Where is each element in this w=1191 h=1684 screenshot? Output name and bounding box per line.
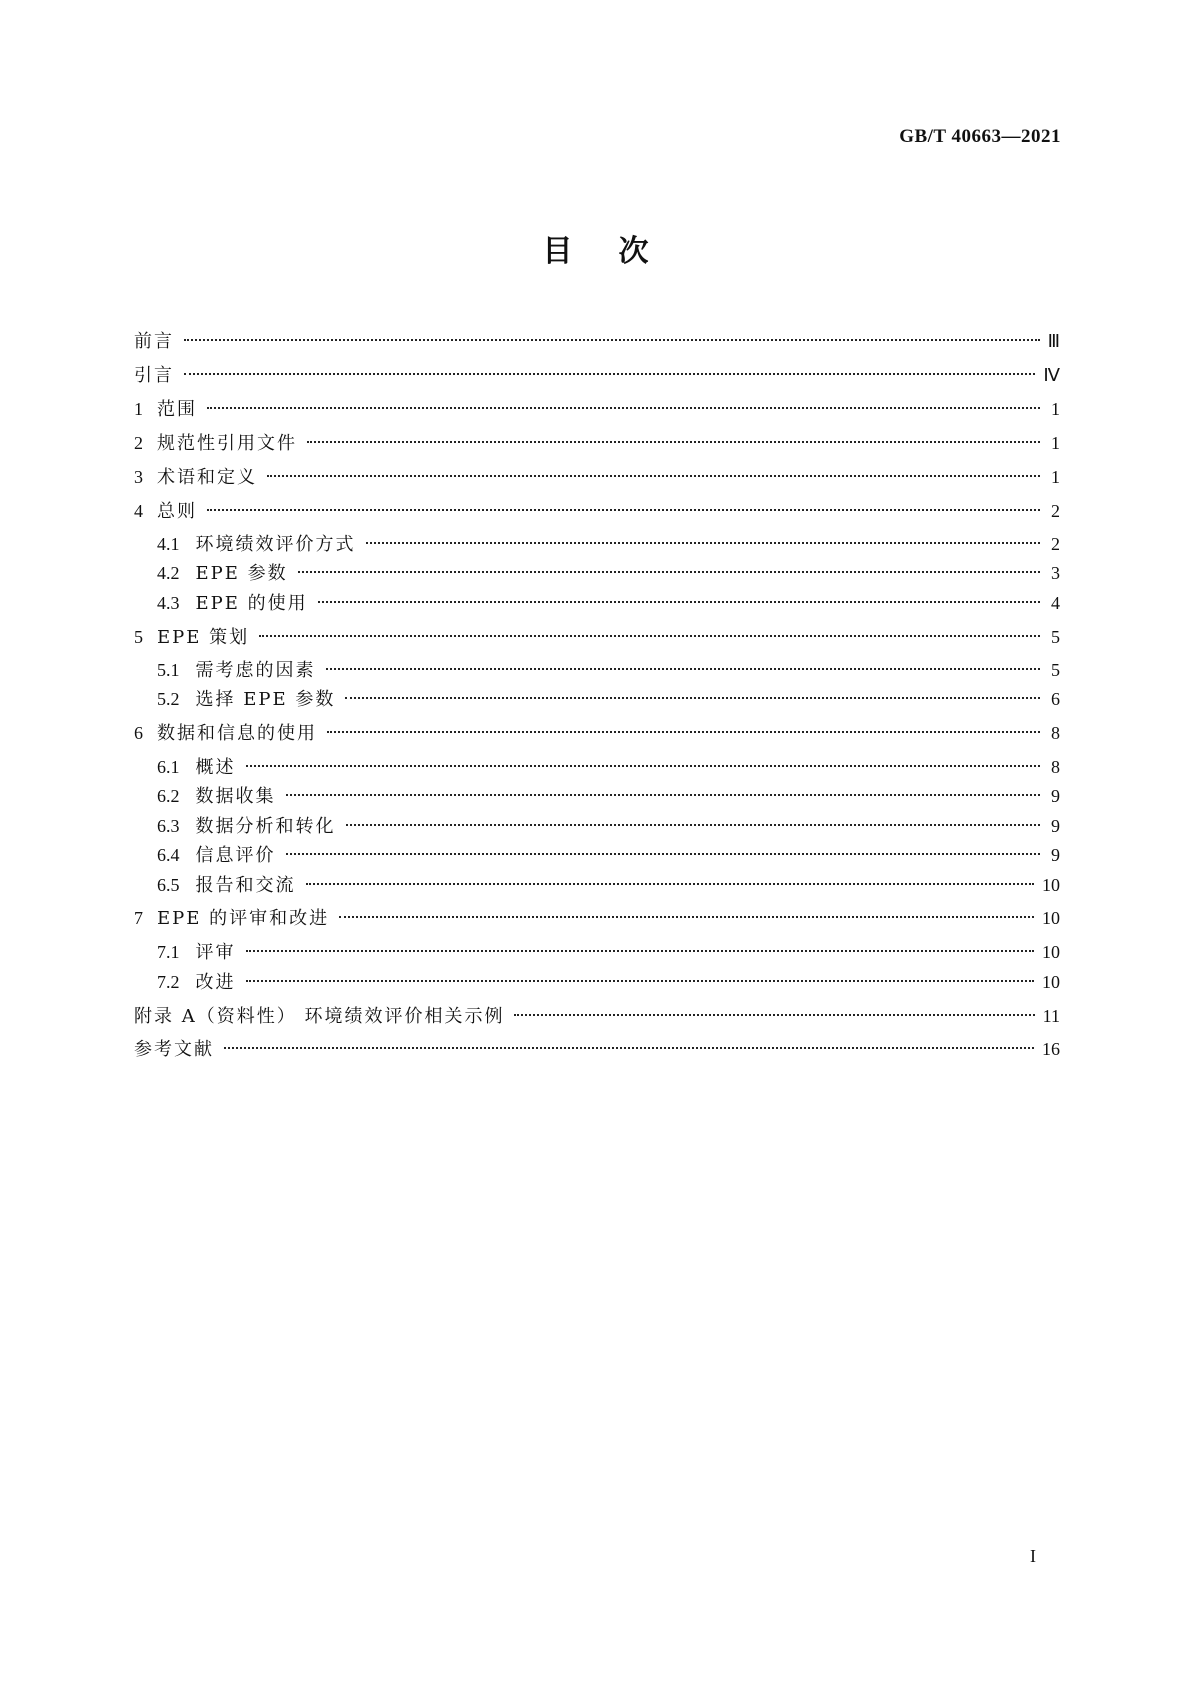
- toc-leader-dots: [326, 664, 1041, 670]
- toc-entry-label: 改进: [195, 972, 236, 993]
- toc-entry[interactable]: [134, 813, 1060, 839]
- toc-entry-label: 附录 A（资料性） 环境绩效评价相关示例: [134, 1006, 505, 1027]
- toc-entry-label: 报告和交流: [195, 875, 296, 896]
- toc-entry[interactable]: [134, 686, 1060, 712]
- page-number: I: [1030, 1546, 1036, 1566]
- toc-leader-dots: [246, 976, 1035, 982]
- toc-entry-page: 1: [1051, 399, 1060, 419]
- toc-entry-page: 16: [1042, 1039, 1060, 1059]
- toc-leader-dots: [246, 761, 1041, 767]
- toc-entry-number: 6.2: [157, 786, 180, 806]
- toc-leader-dots: [318, 597, 1040, 603]
- toc-leader-dots: [339, 912, 1034, 918]
- toc-entry[interactable]: [134, 531, 1060, 557]
- page-title: 目次: [542, 234, 695, 269]
- toc-entry[interactable]: [134, 939, 1060, 965]
- toc-entry[interactable]: [134, 783, 1060, 809]
- toc-entry[interactable]: [134, 1036, 1060, 1062]
- toc-entry-number: 5: [134, 627, 143, 647]
- toc-entry[interactable]: [134, 657, 1060, 683]
- toc-entry-number: 4.1: [157, 534, 180, 554]
- toc-entry-label: 数据分析和转化: [195, 816, 336, 837]
- toc-entry-number: 6.3: [157, 816, 180, 836]
- toc-entry-label: 选择 EPE 参数: [195, 689, 336, 710]
- toc-leader-dots: [224, 1043, 1034, 1049]
- toc-entry-label: EPE 的使用: [195, 593, 308, 614]
- toc-entry[interactable]: [134, 362, 1060, 388]
- toc-entry-label: 数据和信息的使用: [157, 723, 317, 744]
- toc-entry-number: 2: [134, 433, 143, 453]
- toc-entry-label: 参考文献: [134, 1039, 214, 1060]
- toc-entry[interactable]: [134, 396, 1060, 422]
- toc-leader-dots: [514, 1010, 1034, 1016]
- toc-entry-label: 信息评价: [195, 845, 276, 866]
- toc-leader-dots: [207, 505, 1040, 511]
- toc-leader-dots: [184, 369, 1035, 375]
- toc-leader-dots: [267, 471, 1040, 477]
- toc-entry-number: 4: [134, 501, 143, 521]
- toc-entry-number: 7.2: [157, 972, 180, 992]
- toc-entry-page: 9: [1051, 816, 1060, 836]
- toc-entry-label: EPE 的评审和改进: [157, 908, 330, 929]
- toc-entry-page: 4: [1051, 593, 1060, 613]
- toc-entry[interactable]: [134, 842, 1060, 868]
- toc-entry[interactable]: [134, 590, 1060, 616]
- toc-entry-page: 10: [1042, 908, 1060, 928]
- toc-entry-page: 10: [1042, 875, 1060, 895]
- toc-leader-dots: [286, 790, 1041, 796]
- toc-entry-page: Ⅲ: [1047, 331, 1060, 351]
- toc-entry-label: 范围: [157, 399, 197, 420]
- toc-entry[interactable]: [134, 905, 1060, 931]
- toc-entry[interactable]: [134, 498, 1060, 524]
- toc-entry-label: 评审: [195, 942, 236, 963]
- toc-entry[interactable]: [134, 969, 1060, 995]
- toc-entry-page: 9: [1051, 786, 1060, 806]
- toc-entry-label: 引言: [134, 365, 174, 386]
- toc-leader-dots: [207, 403, 1040, 409]
- toc-entry-label: 总则: [157, 501, 197, 522]
- toc-entry-number: 6: [134, 723, 143, 743]
- toc-entry-label: 概述: [195, 757, 236, 778]
- toc-entry[interactable]: [134, 464, 1060, 490]
- toc-leader-dots: [259, 631, 1040, 637]
- toc-entry[interactable]: [134, 328, 1060, 354]
- toc-entry[interactable]: [134, 624, 1060, 650]
- standard-number: GB/T 40663—2021: [899, 126, 1061, 147]
- toc-entry-label: 规范性引用文件: [157, 433, 297, 454]
- toc-entry[interactable]: [134, 754, 1060, 780]
- toc-entry-page: 8: [1051, 723, 1060, 743]
- toc-entry-label: 前言: [134, 331, 174, 352]
- toc-entry-page: 1: [1051, 433, 1060, 453]
- toc-entry-label: 术语和定义: [157, 467, 257, 488]
- toc-entry[interactable]: [134, 872, 1060, 898]
- toc-entry-page: 1: [1051, 467, 1060, 487]
- toc-entry-page: 5: [1051, 627, 1060, 647]
- toc-leader-dots: [298, 567, 1040, 573]
- toc-entry-page: 6: [1051, 689, 1060, 709]
- toc-entry[interactable]: [134, 560, 1060, 586]
- toc-entry-label: EPE 参数: [195, 563, 288, 584]
- toc-entry-number: 6.5: [157, 875, 180, 895]
- toc-leader-dots: [346, 820, 1041, 826]
- toc-entry[interactable]: [134, 720, 1060, 746]
- toc-entry-number: 7.1: [157, 942, 180, 962]
- toc-entry-page: 5: [1051, 660, 1060, 680]
- toc-entry-number: 4.3: [157, 593, 180, 613]
- toc-entry-page: 8: [1051, 757, 1060, 777]
- toc-entry-label: 数据收集: [195, 786, 276, 807]
- toc-leader-dots: [286, 849, 1041, 855]
- toc-entry-number: 3: [134, 467, 143, 487]
- toc-leader-dots: [246, 946, 1035, 952]
- toc-entry-number: 5.1: [157, 660, 180, 680]
- toc-entry-page: 9: [1051, 845, 1060, 865]
- toc-entry-page: 2: [1051, 501, 1060, 521]
- toc-entry[interactable]: [134, 1003, 1060, 1029]
- toc-leader-dots: [366, 538, 1041, 544]
- toc-leader-dots: [327, 727, 1040, 733]
- toc-entry-page: 10: [1042, 942, 1060, 962]
- toc-entry-number: 1: [134, 399, 143, 419]
- toc-entry-number: 5.2: [157, 689, 180, 709]
- toc-entry-number: 7: [134, 908, 143, 928]
- toc-entry[interactable]: [134, 430, 1060, 456]
- toc-entry-page: 11: [1042, 1006, 1060, 1026]
- toc-entry-label: EPE 策划: [157, 627, 250, 648]
- toc-leader-dots: [345, 693, 1040, 699]
- toc-entry-label: 环境绩效评价方式: [195, 534, 356, 555]
- toc-entry-page: 10: [1042, 972, 1060, 992]
- toc-entry-number: 4.2: [157, 563, 180, 583]
- toc-leader-dots: [306, 879, 1035, 885]
- toc-leader-dots: [184, 335, 1040, 341]
- toc-entry-number: 6.4: [157, 845, 180, 865]
- toc-entry-page: Ⅳ: [1043, 365, 1060, 385]
- toc-entry-page: 2: [1051, 534, 1060, 554]
- toc-entry-label: 需考虑的因素: [195, 660, 316, 681]
- toc-leader-dots: [307, 437, 1040, 443]
- toc-entry-number: 6.1: [157, 757, 180, 777]
- toc-entry-page: 3: [1051, 563, 1060, 583]
